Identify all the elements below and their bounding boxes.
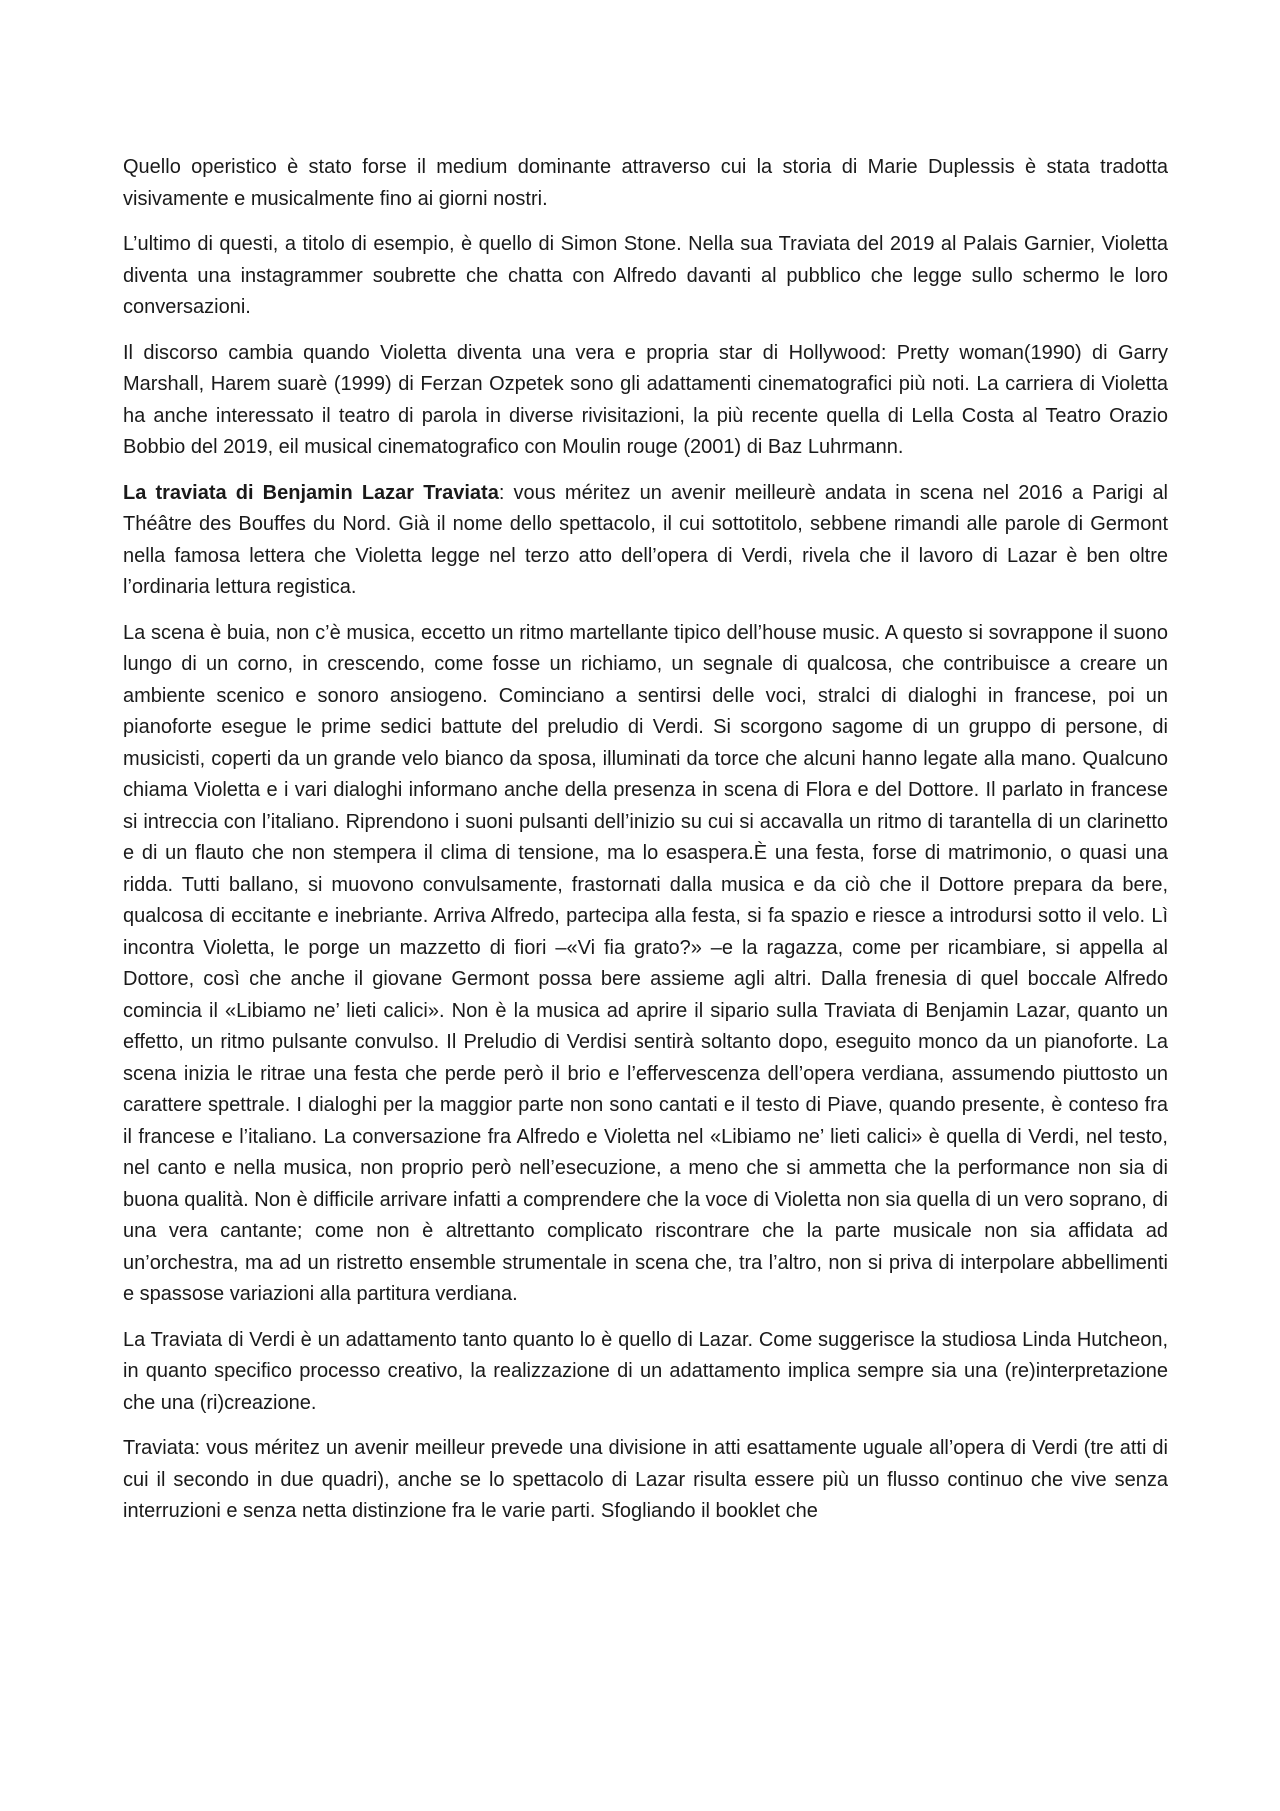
paragraph-7: Traviata: vous méritez un avenir meilleur prevede una divisione in atti esattamente uguale all’opera di Verdi (tre atti di cui il secondo in due quadri), anche se lo spettacolo di Lazar risulta essere più un flusso continuo che vive senza interruzioni e senza netta distinzione fra le varie parti. Sfogliando il booklet che <box>123 1437 1168 1522</box>
paragraph-1: Quello operistico è stato forse il medium dominante attraverso cui la storia di Marie Duplessis è stata tradotta visivamente e musicalmente fino ai giorni nostri. <box>123 156 1168 210</box>
paragraph-5: La scena è buia, non c’è musica, eccetto un ritmo martellante tipico dell’house music. A questo si sovrappone il suono lungo di un corno, in crescendo, come fosse un richiamo, un segnale di qualcosa, che contribuisce a creare un ambiente scenico e sonoro ansiogeno. Cominciano a sentirsi delle voci, stralci di dialoghi in francese, poi un pianoforte esegue le prime sedici battute del preludio di Verdi. Si scorgono sagome di un gruppo di persone, di musicisti, coperti da un grande velo bianco da sposa, illuminati da torce che alcuni hanno legate alla mano. Qualcuno chiama Violetta e i vari dialoghi informano anche della presenza in scena di Flora e del Dottore. Il parlato in francese si intreccia con l’italiano. Riprendono i suoni pulsanti dell’inizio su cui si accavalla un ritmo di tarantella di un clarinetto e di un flauto che non stempera il clima di tensione, ma lo esaspera.È una festa, forse di matrimonio, o quasi una ridda. Tutti ballano, si muovono convulsamente, frastornati dalla musica e da ciò che il Dottore prepara da bere, qualcosa di eccitante e inebriante. Arriva Alfredo, partecipa alla festa, si fa spazio e riesce a introdursi sotto il velo. Lì incontra Violetta, le porge un mazzetto di fiori –«Vi fia grato?» –e la ragazza, come per ricambiare, si appella al Dottore, così che anche il giovane Germont possa bere assieme agli altri. Dalla frenesia di quel boccale Alfredo comincia il «Libiamo ne’ lieti calici». Non è la musica ad aprire il sipario sulla Traviata di Benjamin Lazar, quanto un effetto, un ritmo pulsante convulso. Il Preludio di Verdisi sentirà soltanto dopo, eseguito monco da un pianoforte. La scena inizia le ritrae una festa che perde però il brio e l’effervescenza dell’opera verdiana, assumendo piuttosto un carattere spettrale. I dialoghi per la maggior parte non sono cantati e il testo di Piave, quando presente, è conteso fra il francese e l’italiano. La conversazione fra Alfredo e Violetta nel «Libiamo ne’ lieti calici» è quella di Verdi, nel testo, nel canto e nella musica, non proprio però nell’esecuzione, a meno che si ammetta che la performance non sia di buona qualità. Non è difficile arrivare infatti a comprendere che la voce di Violetta non sia quella di un vero soprano, di una vera cantante; come non è altrettanto complicato riscontrare che la parte musicale non sia affidata ad un’orchestra, ma ad un ristretto ensemble strumentale in scena che, tra l’altro, non si priva di interpolare abbellimenti e spassose variazioni alla partitura verdiana. <box>123 621 1168 1305</box>
paragraph-2: L’ultimo di questi, a titolo di esempio, è quello di Simon Stone. Nella sua Traviata del 2019 al Palais Garnier, Violetta diventa una instagrammer soubrette che chatta con Alfredo davanti al pubblico che legge sullo schermo le loro conversazioni. <box>123 233 1168 318</box>
paragraph-4 <box>123 478 1168 604</box>
paragraph-4-text: : vous méritez un avenir meilleurè andata in scena nel 2016 a Parigi al Théâtre des Bouffes du Nord. Già il nome dello spettacolo, il cui sottotitolo, sebbene rimandi alle parole di Germont nella famosa lettera che Violetta legge nel terzo atto dell’opera di Verdi, rivela che il lavoro di Lazar è ben oltre l’ordinaria lettura registica. <box>123 481 1169 598</box>
paragraph-6: La Traviata di Verdi è un adattamento tanto quanto lo è quello di Lazar. Come suggerisce la studiosa Linda Hutcheon, in quanto specifico processo creativo, la realizzazione di un adattamento implica sempre sia una (re)interpretazione che una (ri)creazione. <box>123 1328 1168 1414</box>
paragraph-3: Il discorso cambia quando Violetta diventa una vera e propria star di Hollywood: Pretty woman(1990) di Garry Marshall, Harem suarè (1999) di Ferzan Ozpetek sono gli adattamenti cinematografici più noti. La carriera di Violetta ha anche interessato il teatro di parola in diverse rivisitazioni, la più recente quella di Lella Costa al Teatro Orazio Bobbio del 2019, eil musical cinematografico con Moulin rouge (2001) di Baz Luhrmann. <box>123 341 1168 458</box>
document-body <box>123 152 1168 1542</box>
paragraph-4-bold-lead: La traviata di Benjamin Lazar Traviata <box>123 481 499 504</box>
